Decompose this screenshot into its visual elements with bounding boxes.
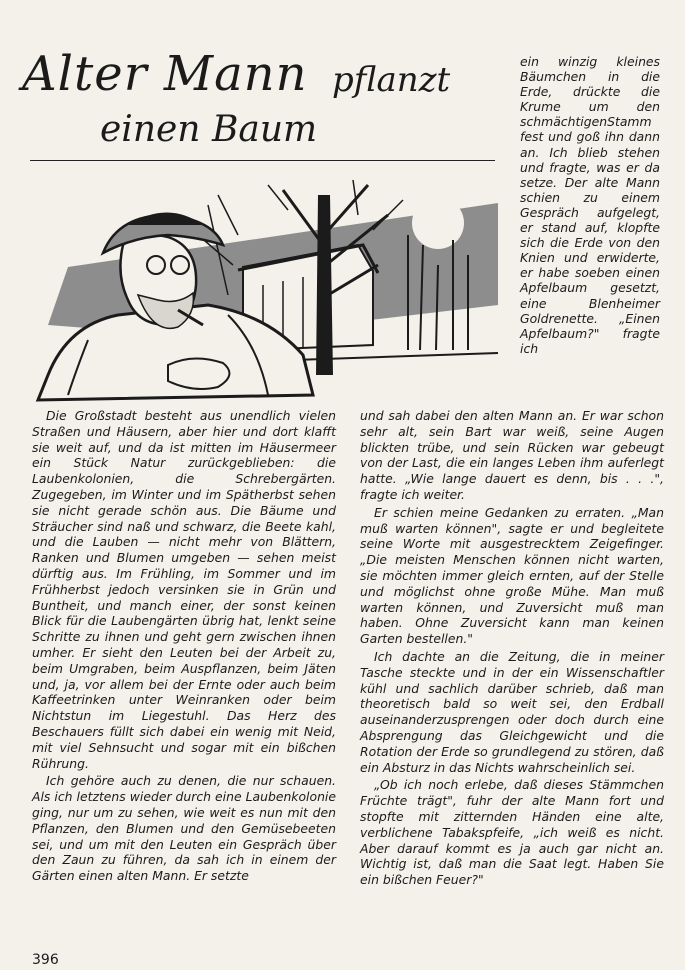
right-column bbox=[360, 408, 664, 888]
page-number: 396 bbox=[32, 952, 59, 968]
article-title bbox=[22, 48, 502, 163]
right-paragraph-3: Ich dachte an die Zeitung, die in meiner Tasche steckte und in der ein Wissenschaftler kühl und sachlich darüber schrieb, daß man theoretisch bald so weit sei, den Erdball auseinanderzusprengen oder doch durch eine Absprengung das Gleichgewicht und die Rotation der Erde so grundlegend zu stören, daß ein Absturz in das Nichts wahrscheinlich sei. bbox=[360, 648, 664, 775]
right-paragraph-1: und sah dabei den alten Mann an. Er war schon sehr alt, sein Bart war weiß, seine Augen blickten trübe, und sein Rücken war gebeugt von der Last, die ein langes Leben ihm auferlegt hatte. „Wie lange dauert es denn, bis . . .", fragte ich weiter. bbox=[360, 408, 664, 502]
title-script-1: pflanzt bbox=[332, 60, 451, 100]
old-man-illustration bbox=[28, 175, 508, 415]
left-column bbox=[32, 408, 336, 884]
right-paragraph-4: „Ob ich noch erlebe, daß dieses Stämmchen Früchte trägt", fuhr der alte Mann fort und stopfte mit zitternden Händen eine alte, verblichene Tabakspfeife, „ich weiß es nicht. Aber darauf kommt es ja auch gar nicht an. Wichtig ist, daß man die Saat legt. Haben Sie ein bißchen Feuer?" bbox=[360, 777, 664, 888]
left-paragraph-2: Ich gehöre auch zu denen, die nur schauen. Als ich letztens wieder durch eine Laubenkolonie ging, nur um zu sehen, wie weit es nun mit den Pflanzen, den Blumen und den Gemüsebeeten sei, und um mit den Leuten ein Gespräch über den Zaun zu führen, da sah ich in einem der Gärten einen alten Mann. Er setzte bbox=[32, 773, 336, 884]
top-column-text: ein winzig kleines Bäumchen in die Erde, drückte die Krume um den schmächtigenStamm fest und goß ihn dann an. Ich blieb stehen und fragte, was er da setze. Der alte Mann schien zu einem Gespräch aufgelegt, er stand auf, klopfte sich die Erde von den Knien und erwiderte, er habe soeben einen Apfelbaum gesetzt, eine Blenheimer Goldrenette. „Einen Apfelbaum?" fragte ich bbox=[520, 54, 660, 356]
title-rule bbox=[30, 160, 495, 161]
title-script-2: einen Baum bbox=[100, 109, 318, 150]
top-right-column bbox=[520, 54, 660, 356]
left-paragraph-1: Die Großstadt besteht aus unendlich vielen Straßen und Häusern, aber hier und dort klafft sie weit auf, und da ist mitten im Häusermeer ein Stück Natur zurückgeblieben: die Laubenkolonien, die Schrebergärten. Zugegeben, im Winter und im Spätherbst sehen sie nicht gerade schön aus. Die Bäume und Sträucher sind naß und schwarz, die Beete kahl, und die Lauben — nicht mehr von Blättern, Ranken und Blumen umgeben — sehen meist dürftig aus. Im Frühling, im Sommer und im Frühherbst jedoch versinken sie in Grün und Buntheit, und manch einer, der sonst keinen Blick für die Laubengärten übrig hat, lenkt seine Schritte zu ihnen und geht gern zwischen ihnen umher. Er sieht den Leuten bei der Arbeit zu, beim Umgraben, beim Auspflanzen, beim Jäten und, ja, vor allem bei der Ernte oder auch beim Kaffeetrinken unter Weinranken oder beim Nichtstun im Liegestuhl. Das Herz des Beschauers füllt sich dabei ein wenig mit Neid, mit viel Sehnsucht und sogar mit ein bißchen Rührung. bbox=[32, 408, 336, 771]
title-main: Alter Mann bbox=[22, 46, 308, 102]
right-paragraph-2: Er schien meine Gedanken zu erraten. „Man muß warten können", sagte er und begleitete seine Worte mit ausgestrecktem Zeigefinger. „Die meisten Menschen können nicht warten, sie möchten immer gleich ernten, auf der Stelle und möglichst ohne große Mühe. Man muß warten können, und Zuversicht muß man haben. Ohne Zuversicht kann man keinen Garten bestellen." bbox=[360, 504, 664, 647]
